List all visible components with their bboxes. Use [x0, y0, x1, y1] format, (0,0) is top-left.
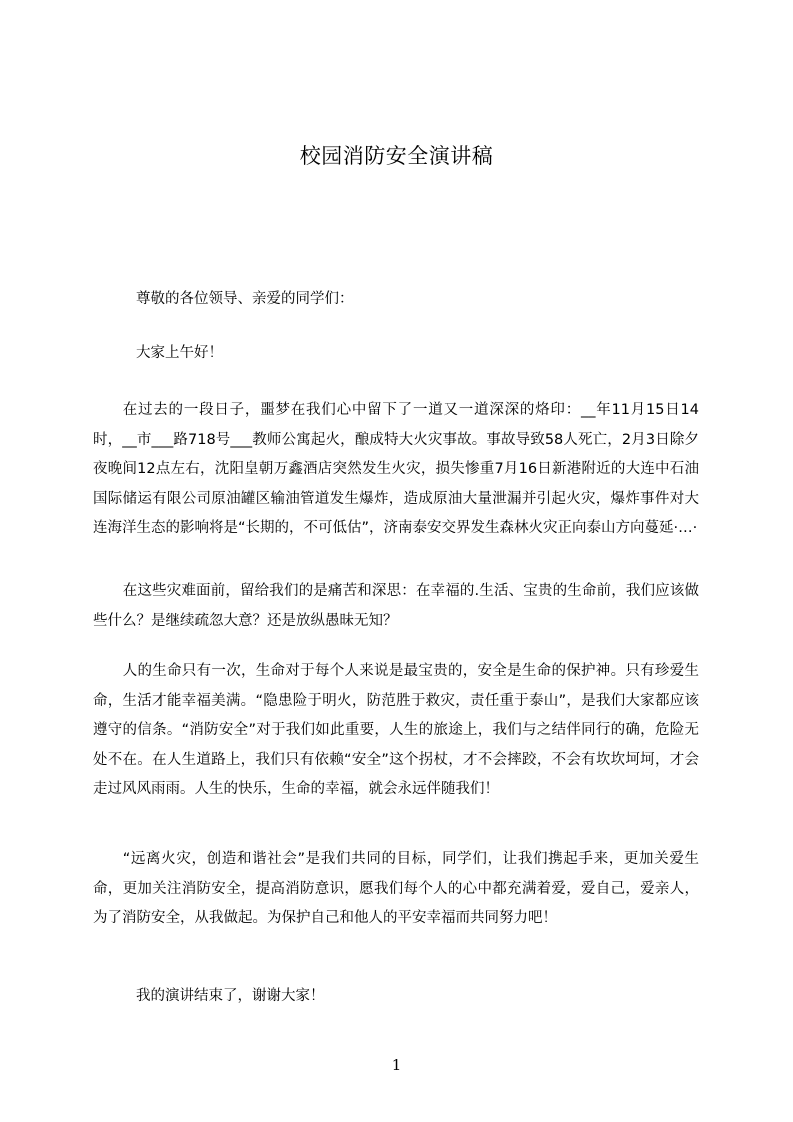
closing: 我的演讲结束了，谢谢大家！	[136, 988, 325, 1004]
paragraph-value-of-life: 人的生命只有一次，生命对于每个人来说是最宝贵的，安全是生命的保护神。只有珍爱生命，生活才能幸福美满。“隐患险于明火，防范胜于救灾，责任重于泰山”，是我们大家都应该遵守的信条。“消防安全”对于我们如此重要，人生的旅途上，我们与之结伴同行的确，危险无处不在。在人生道路上，我们只有依赖“安全”这个拐杖，才不会摔跤，不会有坎坎坷坷，才会走过风风雨雨。人生的快乐，生命的幸福，就会永远伴随我们！	[93, 663, 699, 797]
paragraph-disasters: 在过去的一段日子，噩梦在我们心中留下了一道又一道深深的烙印：__年11月15日14时，__市___路718号___教师公寓起火，酿成特大火灾事故。事故导致58人死亡，2月3日除夕夜晚间12点左右，沈阳皇朝万鑫酒店突然发生火灾，损失惨重7月16日新港附近的大连中石油国际储运有限公司原油罐区输油管道发生爆炸，造成原油大量泄漏并引起火灾，爆炸事件对大连海洋生态的影响将是“长期的，不可低估”，济南泰安交界发生森林火灾正向泰山方向蔓延·…·	[93, 402, 699, 536]
greeting: 大家上午好！	[136, 345, 223, 361]
paragraph-call-to-action: “远离火灾，创造和谐社会”是我们共同的目标，同学们，让我们携起手来，更加关爱生命，更加关注消防安全，提高消防意识，愿我们每个人的心中都充满着爱，爱自己，爱亲人，为了消防安全，从我做起。为保护自己和他人的平安幸福而共同努力吧！	[93, 851, 699, 926]
document-title: 校园消防安全演讲稿	[299, 144, 494, 168]
salutation: 尊敬的各位领导、亲爱的同学们：	[136, 291, 354, 307]
page-number: 1	[391, 1056, 402, 1074]
paragraph-reflection: 在这些灾难面前，留给我们的是痛苦和深思：在幸福的.生活、宝贵的生命前，我们应该做些什么？是继续疏忽大意？还是放纵愚昧无知？	[93, 583, 699, 629]
